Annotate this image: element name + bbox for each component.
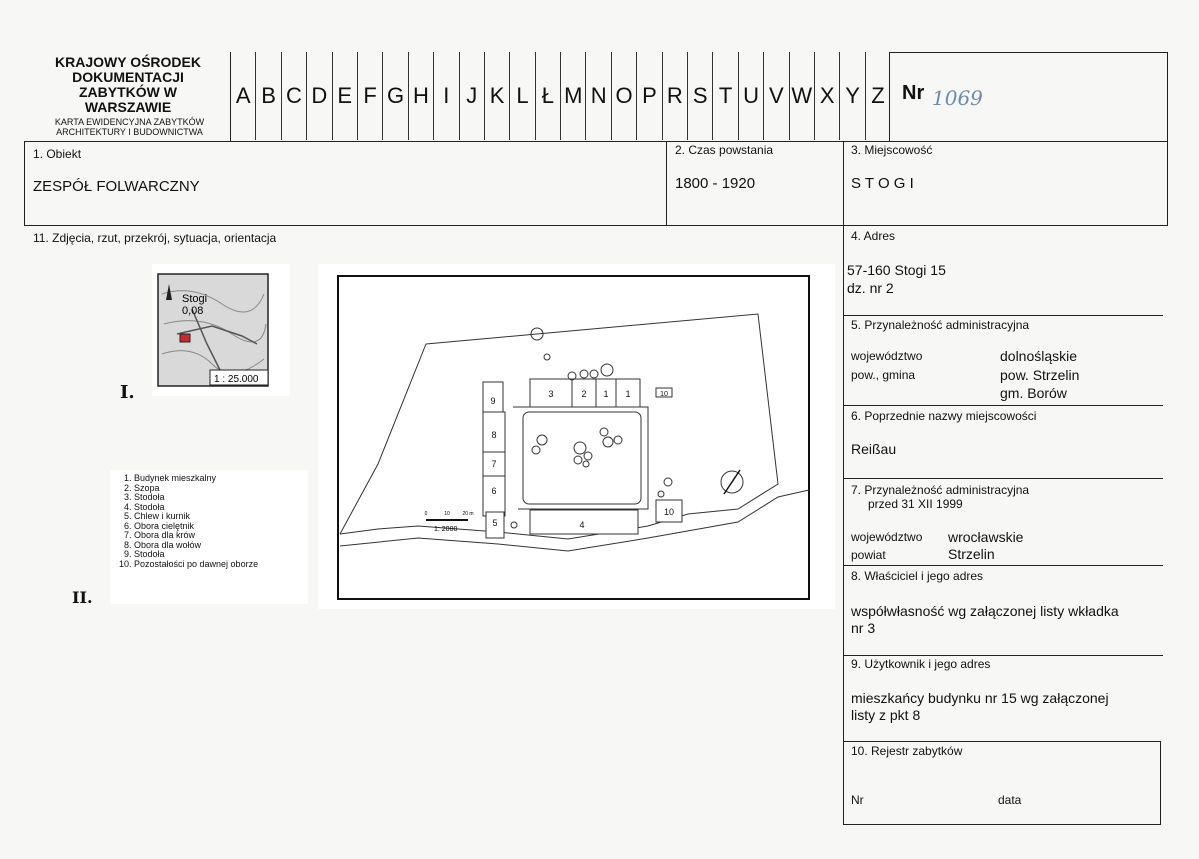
rule-10 [843, 741, 1161, 742]
letter-label: T [718, 83, 733, 108]
building-label: 10 [660, 391, 668, 398]
building-label: 5 [492, 518, 498, 528]
letter-label: A [235, 83, 251, 108]
scale-tick: 20 m [462, 511, 474, 517]
rule-9 [843, 655, 1163, 656]
letter-cell [687, 52, 712, 140]
letter-label: B [261, 83, 276, 108]
rejestr-bottom [843, 824, 1161, 825]
miejscowosc-label: 3. Miejscowość [851, 143, 933, 157]
letter-cell [535, 52, 560, 140]
adres-line1: 57-160 Stogi 15 [847, 262, 946, 278]
letters-right [889, 52, 890, 141]
uzytkownik-line1: mieszkańcy budynku nr 15 wg załączonej [851, 690, 1109, 706]
rule-7 [843, 478, 1163, 479]
letter-label: E [337, 83, 353, 108]
building-label: 9 [490, 396, 496, 406]
numeral-two: II. [72, 588, 93, 607]
letter-label: S [692, 83, 708, 108]
letter-cell [459, 52, 484, 140]
letter-label: F [363, 83, 377, 108]
legend-item: 6. Obora cielętnik [134, 522, 308, 532]
card-type: KARTA EWIDENCYJNA ZABYTKÓW ARCHITEKTURY I BUDOWNICTWA [54, 117, 205, 137]
header-bottom-rule [24, 141, 1168, 142]
woj-przed-label: województwo [851, 530, 923, 544]
legend-item: 4. Stodoła [134, 503, 308, 513]
building-label: 8 [491, 430, 497, 440]
przynaleznosc-przed-date: przed 31 XII 1999 [868, 497, 963, 511]
letter-label: Ł [541, 83, 554, 108]
rule-6 [843, 405, 1163, 406]
letter-label: R [666, 83, 683, 108]
letter-label: D [311, 83, 328, 108]
pow-label: pow., gmina [851, 368, 916, 382]
map-scale: 1 : 25.000 [214, 374, 259, 385]
scale-tick: 0 [424, 511, 428, 517]
pow-przed-label: powiat [851, 548, 886, 562]
letter-cell [306, 52, 331, 140]
building-label: 1 [603, 389, 609, 399]
building-label: 10 [663, 507, 675, 517]
poprzednie-value: Reißau [851, 441, 897, 457]
uzytkownik-label: 9. Użytkownik i jego adres [851, 657, 991, 671]
poprzednie-label: 6. Poprzednie nazwy miejscowości [851, 409, 1037, 423]
building-label: 7 [491, 459, 497, 469]
zdjecia-label: 11. Zdjęcia, rzut, przekrój, sytuacja, orientacja [33, 231, 277, 245]
letter-cell [433, 52, 458, 140]
gmina-value: gm. Borów [1000, 385, 1067, 401]
woj-przed-value: wrocławskie [948, 529, 1024, 545]
pow-value: pow. Strzelin [1000, 367, 1080, 383]
letter-label: C [286, 83, 302, 108]
letter-label: V [769, 83, 784, 108]
letter-cell [560, 52, 585, 140]
letter-cell [738, 52, 763, 140]
building-label: 6 [491, 486, 497, 496]
letters-left [230, 52, 231, 141]
letter-cell [255, 52, 280, 140]
rule-8 [843, 565, 1163, 566]
letter-cell [484, 52, 509, 140]
institution-name: KRAJOWY OŚRODEK DOKUMENTACJI ZABYTKÓW W WARSZAWIE [55, 54, 201, 115]
divider-right-column [843, 141, 844, 825]
wlasciciel-line1: współwłasność wg załączonej listy wkładka [851, 603, 1119, 619]
site-plan-frame [318, 264, 835, 609]
letter-cell [382, 52, 407, 140]
nr-label: Nr [902, 82, 925, 104]
letter-label: P [642, 83, 657, 108]
rejestr-right [1160, 741, 1161, 825]
letter-label: N [590, 83, 607, 108]
building-label: 1 [625, 389, 631, 399]
letter-label: Y [845, 83, 860, 108]
wlasciciel-label: 8. Właściciel i jego adres [851, 569, 984, 583]
scale-tick: 10 [444, 511, 450, 517]
rejestr-data-label: data [998, 793, 1022, 807]
legend-item: 5. Chlew i kurnik [134, 512, 308, 522]
letter-label: X [819, 83, 835, 108]
letter-cell [763, 52, 788, 140]
letter-label: L [516, 83, 529, 108]
rule-5 [843, 315, 1163, 316]
adres-line2: dz. nr 2 [847, 280, 894, 296]
letter-cell [357, 52, 382, 140]
legend-item: 2. Szopa [134, 484, 308, 494]
letter-cell [585, 52, 610, 140]
legend-item: 10. Pozostałości po dawnej oborze [134, 560, 308, 570]
building-label: 3 [548, 389, 554, 399]
letter-label: J [466, 83, 478, 108]
letter-cell [712, 52, 737, 140]
przynaleznosc-label: 5. Przynależność administracyjna [851, 318, 1030, 332]
legend-item: 3. Stodoła [134, 493, 308, 503]
right-edge [1167, 141, 1168, 226]
row1-bottom [24, 225, 1168, 226]
letter-cell [814, 52, 839, 140]
letter-label: H [412, 83, 429, 108]
letter-cell [332, 52, 357, 140]
letter-cell [230, 52, 255, 140]
wlasciciel-line2: nr 3 [851, 620, 876, 636]
adres-label: 4. Adres [851, 229, 896, 243]
building-label: 2 [581, 389, 587, 399]
letter-index [230, 52, 890, 140]
legend-item: 1. Budynek mieszkalny [134, 474, 308, 484]
legend-item: 7. Obora dla krów [134, 531, 308, 541]
miejscowosc-value: S T O G I [851, 175, 914, 192]
letter-cell [408, 52, 433, 140]
letter-cell [281, 52, 306, 140]
nr-value: 1069 [932, 86, 983, 110]
left-edge [24, 141, 25, 226]
letter-cell [839, 52, 864, 140]
letter-cell [509, 52, 534, 140]
letter-label: O [615, 83, 633, 108]
map-place: Stogi [182, 293, 208, 305]
letter-label: I [443, 83, 450, 108]
przynaleznosc-przed-label: 7. Przynależność administracyjna [851, 483, 1030, 497]
letter-label: U [743, 83, 759, 108]
nr-box-right [1167, 52, 1168, 141]
letter-label: K [489, 83, 505, 108]
woj-value: dolnośląskie [1000, 348, 1078, 364]
rejestr-label: 10. Rejestr zabytków [851, 744, 963, 758]
letter-cell [662, 52, 687, 140]
obiekt-value: ZESPÓŁ FOLWARCZNY [33, 178, 200, 195]
legend [110, 470, 308, 604]
letter-cell [865, 52, 890, 140]
obiekt-label: 1. Obiekt [33, 147, 82, 161]
czas-label: 2. Czas powstania [675, 143, 774, 157]
pow-przed-value: Strzelin [948, 546, 995, 562]
legend-item: 8. Obora dla wołów [134, 541, 308, 551]
nr-box-top [890, 52, 1168, 53]
plan-scale: 1: 2000 [434, 526, 458, 533]
letter-cell [636, 52, 661, 140]
letter-label: W [791, 83, 813, 108]
woj-label: województwo [851, 349, 923, 363]
letter-cell [789, 52, 814, 140]
location-map-frame [152, 264, 290, 396]
czas-value: 1800 - 1920 [675, 175, 756, 192]
divider-czas [666, 141, 667, 226]
legend-item: 9. Stodoła [134, 550, 308, 560]
legend-list [110, 474, 308, 569]
map-value: 0,08 [182, 305, 204, 317]
site-plan [318, 264, 835, 609]
letter-label: Z [871, 83, 885, 108]
rejestr-nr-label: Nr [851, 793, 864, 807]
uzytkownik-line2: listy z pkt 8 [851, 707, 921, 723]
location-map [152, 264, 290, 396]
letter-label: G [386, 83, 405, 108]
numeral-one: I. [120, 382, 135, 403]
letter-label: M [564, 83, 583, 108]
building-label: 4 [579, 520, 585, 530]
letter-cell [611, 52, 636, 140]
location-marker [180, 334, 190, 342]
